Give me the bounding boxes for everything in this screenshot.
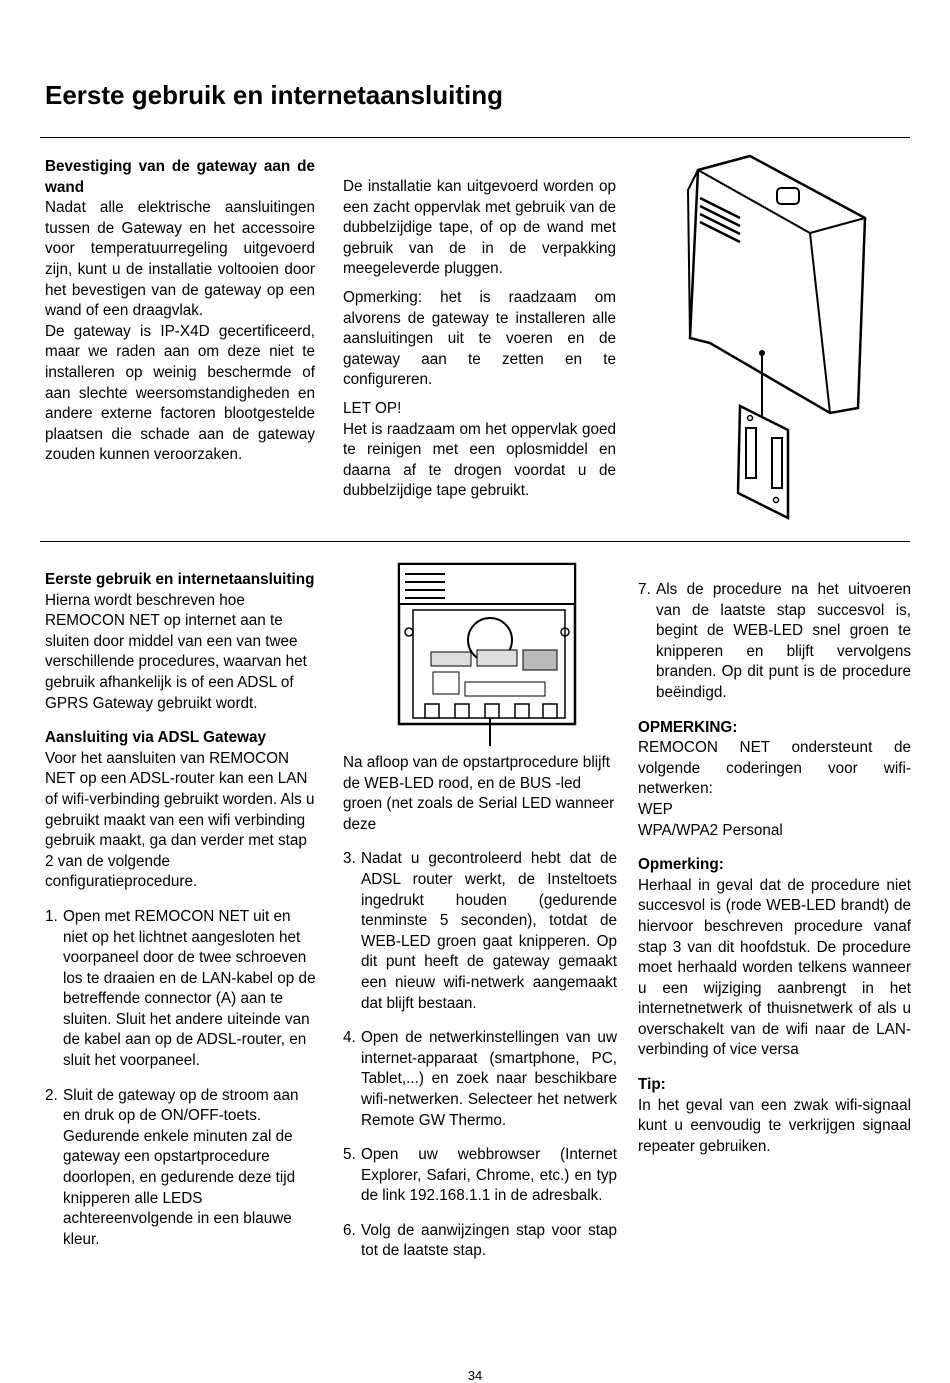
top-divider <box>40 137 910 138</box>
step-1-number: 1. <box>45 907 58 925</box>
procedure-column <box>343 753 617 1262</box>
step-2 <box>45 1086 317 1251</box>
gateway-mounting-illustration <box>680 148 920 528</box>
step-4 <box>343 1028 617 1131</box>
page-title: Eerste gebruik en internetaansluiting <box>45 80 503 110</box>
first-use-heading: Eerste gebruik en internetaansluiting <box>45 571 315 588</box>
wall-mount-column <box>45 157 315 466</box>
remark-heading: Opmerking: <box>638 856 724 874</box>
step-6-text: Volg de aanwijzingen stap voor stap tot de laatste stap. <box>361 1221 617 1260</box>
completion-column <box>638 580 911 1157</box>
warning-text: Het is raadzaam om het oppervlak goed te reinigen met een oplosmiddel en daarna af te drogen voordat u de dubbelzijdige tape gebruikt. <box>343 420 616 500</box>
warning-title: LET OP! <box>343 399 402 417</box>
note-text: REMOCON NET ondersteunt de volgende coderingen voor wifi-netwerken: <box>638 739 911 798</box>
first-use-column <box>45 570 317 1250</box>
gateway-board-illustration <box>395 560 585 750</box>
step-7-number: 7. <box>638 581 651 598</box>
adsl-text: Voor het aansluiten van REMOCON NET op een ADSL-router kan een LAN of wifi-verbinding gebruikt worden. Als u gebruikt maakt van een wifi verbinding gebruik maakt, ga dan verder met stap 2 van de volgende configuratieprocedure. <box>45 749 315 891</box>
step-6-number: 6. <box>343 1221 356 1239</box>
middle-divider <box>40 541 910 542</box>
step-4-text: Open de netwerkinstellingen van uw internet-apparaat (smartphone, PC, Tablet,...) en zoek naar beschikbare wifi-netwerken. Selecteer het netwerk Remote GW Thermo. <box>361 1029 617 1129</box>
step-7-text: Als de procedure na het uitvoeren van de laatste stap succesvol is, begint de WEB-LED snel groen te knipperen en blijft vervolgens branden. Op dit punt is de procedure beëindigd. <box>656 581 911 701</box>
step-3-text: Nadat u gecontroleerd hebt dat de ADSL router werkt, de Insteltoets ingedrukt houden (gedurende tenminste 5 seconden), totdat de WEB-LED groen gaat knipperen. Op dit punt heeft de gateway gemaakt een nieuw wifi-netwerk aangemaakt dat blijft bestaan. <box>361 850 617 1012</box>
remark-text: Herhaal in geval dat de procedure niet succesvol is (rode WEB-LED brandt) de hiervoor beschreven procedure vanaf stap 3 van dit hoofdstuk. De procedure moet herhaald worden telkens wanneer u een wijziging aanbrengt in het internetnetwerk of thuisnetwerk of als u overschakelt van de wifi naar de LAN-verbinding of vice versa <box>638 876 911 1059</box>
step-5 <box>343 1145 617 1207</box>
step-3-number: 3. <box>343 850 356 868</box>
step-5-text: Open uw webbrowser (Internet Explorer, Safari, Chrome, etc.) en typ de link 192.168.1.1 in de adresbalk. <box>361 1146 617 1205</box>
step-1-text: Open met REMOCON NET uit en niet op het lichtnet aangesloten het voorpaneel door de twee schroeven los te draaien en de LAN-kabel op de betreffende connector (A) aan te sluiten. Sluit het andere uiteinde van de kabel aan op de ADSL-router, en sluit het voorpaneel. <box>63 907 316 1070</box>
step-4-number: 4. <box>343 1029 356 1047</box>
step-7 <box>638 580 911 704</box>
step-6 <box>343 1221 617 1262</box>
tip-text: In het geval van een zwak wifi-signaal kunt u eenvoudig te verkrijgen signaal repeater gebruiken. <box>638 1096 911 1155</box>
page-number: 34 <box>467 1368 483 1383</box>
encoding-wep: WEP <box>638 800 673 818</box>
installation-column <box>343 177 616 502</box>
tip-heading: Tip: <box>638 1076 666 1094</box>
step-1 <box>45 907 317 1072</box>
step-3 <box>343 849 617 1014</box>
wall-mount-para-2: De gateway is IP-X4D gecertificeerd, maar we raden aan om deze niet te installeren op weinig beschermde of aan slechte weersomstandigheden en andere externe factoren blootgestelde plaatsen die schade aan de gateway zouden kunnen veroorzaken. <box>45 322 315 464</box>
encoding-wpa: WPA/WPA2 Personal <box>638 821 783 839</box>
adsl-heading: Aansluiting via ADSL Gateway <box>45 729 267 747</box>
installation-para-1: De installatie kan uitgevoerd worden op een zacht oppervlak met gebruik van de dubbelzijdige tape, of op de wand met gebruik van de in de verpakking meegeleverde pluggen. <box>343 178 616 278</box>
first-use-intro: Hierna wordt beschreven hoe REMOCON NET op internet aan te sluiten door middel van een van twee verschillende procedures, waarvan het gebruik afhankelijk is of een ADSL of GPRS Gateway gebruikt wordt. <box>45 591 307 712</box>
wall-mount-heading: Bevestiging van de gateway aan de wand <box>45 158 315 196</box>
note-heading: OPMERKING: <box>638 718 738 736</box>
step-5-number: 5. <box>343 1146 356 1164</box>
after-boot-text: Na afloop van de opstartprocedure blijft de WEB-LED rood, en de BUS -led groen (net zoals de Serial LED wanneer deze <box>343 754 615 833</box>
step-2-number: 2. <box>45 1086 58 1104</box>
step-2-text: Sluit de gateway op de stroom aan en druk op de ON/OFF-toets. Gedurende enkele minuten zal de gateway een opstartprocedure doorlopen, en gedurende deze tijd knipperen alle LEDS achtereenvolgende in een blauwe kleur. <box>63 1086 299 1248</box>
installation-note: Opmerking: het is raadzaam om alvorens de gateway te installeren alle aansluitingen uit te voeren en de gateway aan te zetten en te configureren. <box>343 288 616 389</box>
wall-mount-para-1: Nadat alle elektrische aansluitingen tussen de Gateway en het accessoire voor temperatuurregeling uitgevoerd zijn, kunt u de installatie voltooien door het bevestigen van de gateway op een wand of een draagvlak. <box>45 199 315 320</box>
